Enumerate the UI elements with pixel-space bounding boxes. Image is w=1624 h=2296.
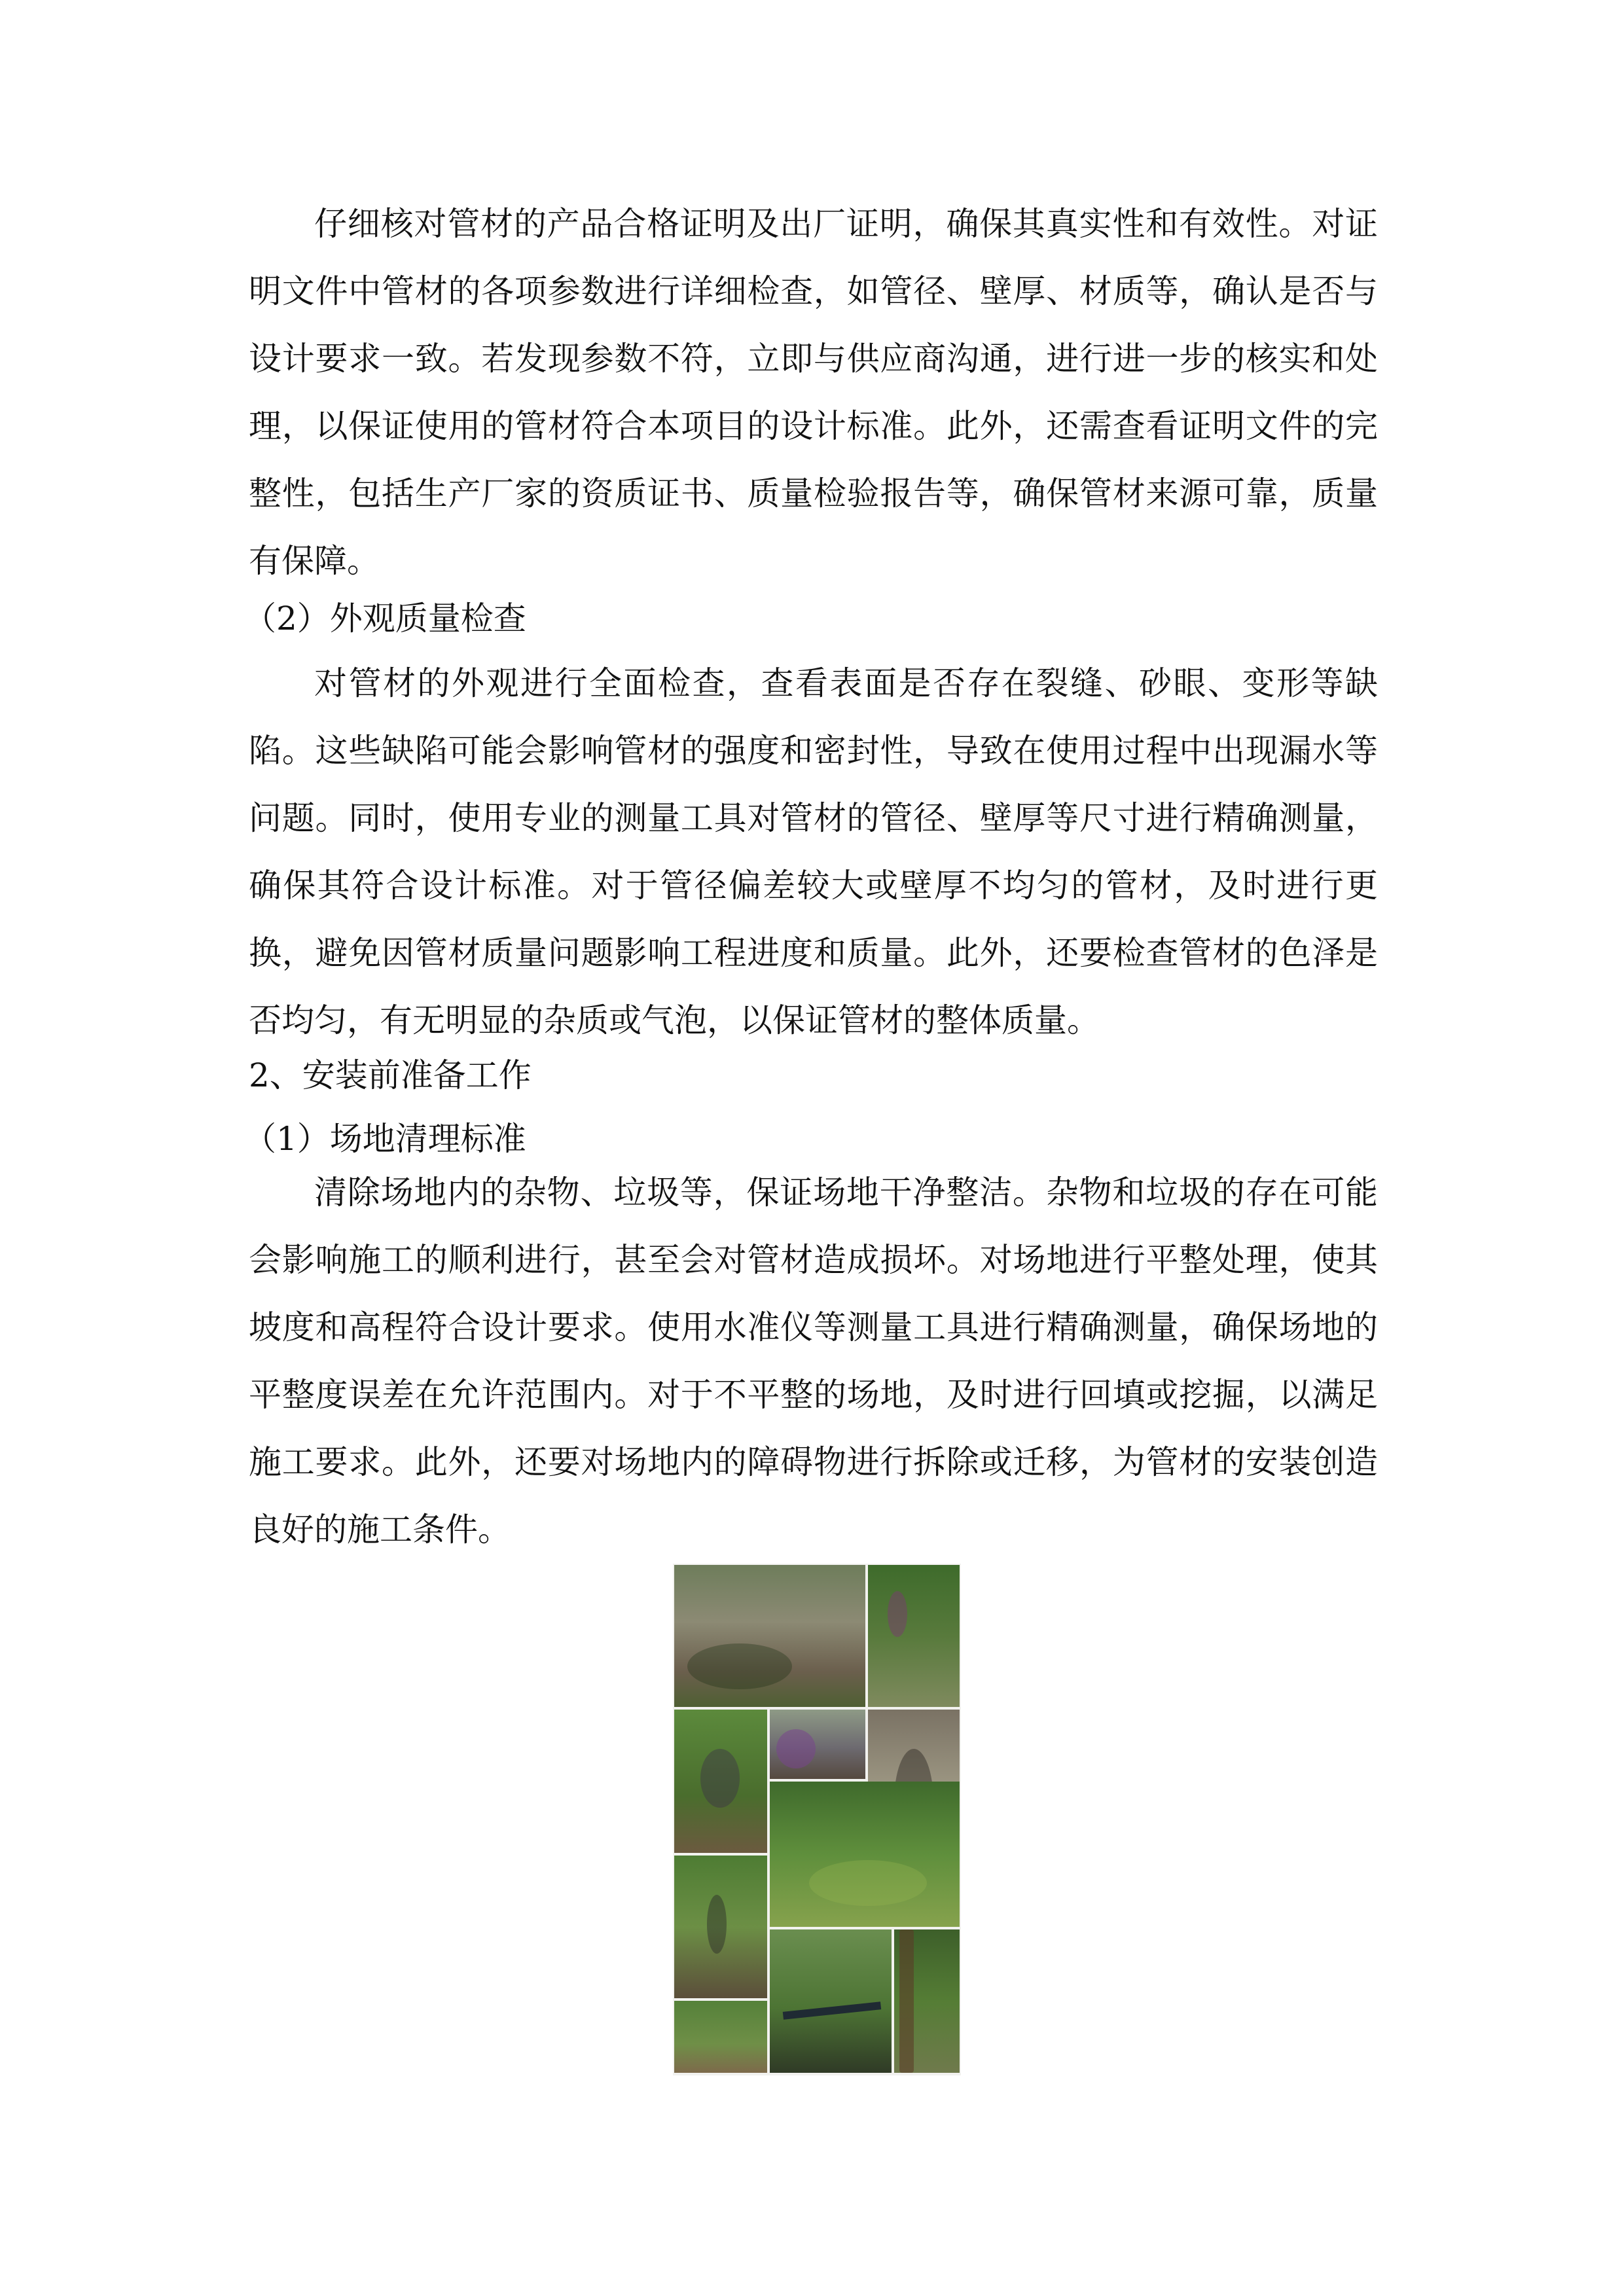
photo-forest-path <box>868 1565 960 1707</box>
photo-grass-clearing <box>770 1782 960 1927</box>
heading-appearance-check: （2）外观质量检查 <box>244 600 526 637</box>
photo-worker-measuring <box>674 1856 767 1998</box>
photo-ground-digging <box>674 2001 767 2073</box>
paragraph-appearance-check: 对管材的外观进行全面检查，查看表面是否存在裂缝、砂眼、变形等缺陷。这些缺陷可能会影响管材的强度和密封性，导致在使用过程中出现漏水等问题。同时，使用专业的测量工具对管材的管径、壁厚等尺寸进行精确测量，确保其符合设计标准。对于管径偏差较大或壁厚不均匀的管材，及时进行更换，避免因管材质量问题影响工程进度和质量。此外，还要检查管材的色泽是否均匀，有无明显的杂质或气泡，以保证管材的整体质量。 <box>249 664 1378 1039</box>
heading-pre-install-preparation: 2、安装前准备工作 <box>249 1056 532 1094</box>
photo-pipe-laying <box>770 1929 892 2073</box>
paragraph-certificate-check: 仔细核对管材的产品合格证明及出厂证明，确保其真实性和有效性。对证明文件中管材的各项参数进行详细检查，如管径、壁厚、材质等，确认是否与设计要求一致。若发现参数不符，立即与供应商沟通，进行进一步的核实和处理，以保证使用的管材符合本项目的设计标准。此外，还需查看证明文件的完整性，包括生产厂家的资质证书、质量检验报告等，确保管材来源可靠，质量有保障。 <box>249 205 1378 580</box>
paragraph-site-clearing: 清除场地内的杂物、垃圾等，保证场地干净整洁。杂物和垃圾的存在可能会影响施工的顺利进行，甚至会对管材造成损坏。对场地进行平整处理，使其坡度和高程符合设计要求。使用水准仪等测量工具进行精确测量，确保场地的平整度误差在允许范围内。对于不平整的场地，及时进行回填或挖掘，以满足施工要求。此外，还要对场地内的障碍物进行拆除或迁移，为管材的安装创造良好的施工条件。 <box>249 1174 1378 1549</box>
heading-site-clearing: （1）场地清理标准 <box>244 1120 526 1158</box>
site-photo-collage <box>673 1564 961 2075</box>
photo-tank-rubble <box>674 1565 865 1707</box>
photo-worker-at-opening <box>770 1710 865 1779</box>
photo-tree-trunk <box>894 1929 960 2073</box>
photo-workers-slope <box>674 1710 767 1853</box>
